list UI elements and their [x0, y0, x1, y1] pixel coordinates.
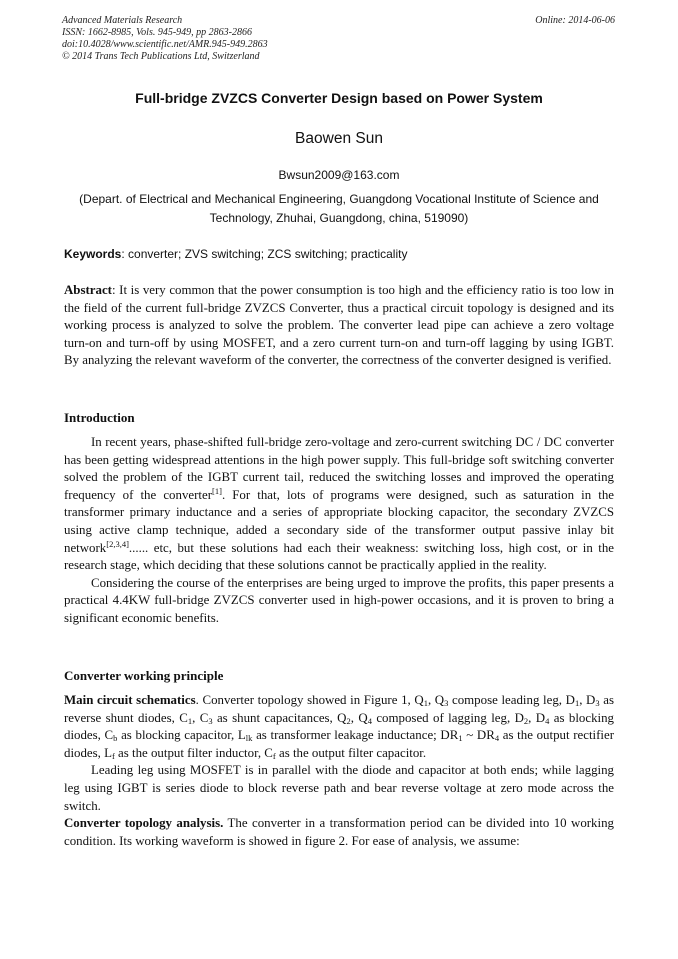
- subscript: lk: [245, 733, 253, 744]
- subscript: f: [111, 750, 115, 761]
- online-date: Online: 2014-06-06: [535, 15, 615, 26]
- main-circuit-paragraph: [64, 692, 614, 762]
- text-run: as transformer leakage inductance; DR: [252, 728, 459, 743]
- text-run: as blocking diodes, C: [64, 710, 614, 743]
- keywords-text: : converter; ZVS switching; ZCS switching; practicality: [121, 247, 408, 261]
- subscript: 1: [187, 715, 193, 726]
- subscript: 1: [574, 698, 580, 708]
- text-run: , Q: [427, 693, 445, 707]
- text-run: as the output filter capacitor.: [275, 745, 427, 760]
- leading-leg-paragraph: Leading leg using MOSFET is in parallel with the diode and capacitor at both ends; while lagging leg using IGBT is series diode to block reverse path and bear reverse voltage at zero mode across the switch.: [64, 763, 614, 813]
- intro-p1-text-c: ...... etc, but these solutions had each their weakness: switching loss, high cost, or in the research stage, which deciding that these solutions cannot be practically applied in the reality.: [64, 540, 614, 573]
- subscript: 4: [545, 715, 550, 726]
- abstract-label: Abstract: [64, 283, 112, 297]
- author-name: Baowen Sun: [295, 130, 383, 147]
- text-run: composed of lagging leg, D: [371, 710, 524, 725]
- text-run: . Converter topology showed in Figure 1, Q: [195, 693, 424, 707]
- text-run: as blocking capacitor, L: [117, 728, 246, 743]
- subscript: 3: [595, 698, 600, 708]
- author-email: Bwsun2009@163.com: [278, 168, 400, 182]
- text-run: ~ DR: [462, 728, 495, 743]
- keywords-line: [64, 247, 614, 261]
- copyright-line: © 2014 Trans Tech Publications Ltd, Switzerland: [62, 51, 260, 62]
- intro-paragraph-1: [64, 434, 614, 575]
- subscript: 4: [367, 715, 372, 726]
- topology-analysis-text: The converter in a transformation period can be divided into 10 working condition. Its working waveform is showed in figure 2. For ease of analysis, we assume:: [64, 816, 614, 848]
- text-run: , D: [579, 693, 596, 707]
- subscript: 2: [523, 715, 529, 726]
- subscript: 2: [346, 715, 351, 726]
- abstract-text: : It is very common that the power consumption is too high and the efficiency ratio is too low in the field of the current full-bridge ZVZCS Converter, thus a practical circuit topology is designed and its working process is analyzed to solve the problem. The converter lead pipe can achieve a zero voltage turn-on and turn-off by using MOSFET, and a zero current turn-on and turn-off lagging by using IGBT. By analyzing the relevant waveform of the converter, the correctness of the converter designed is verified.: [64, 283, 614, 368]
- abstract: [64, 282, 614, 370]
- section-heading-working-principle: Converter working principle: [64, 668, 224, 683]
- issn-line: ISSN: 1662-8985, Vols. 945-949, pp 2863-2866: [62, 27, 252, 38]
- intro-paragraph-2: Considering the course of the enterprises are being urged to improve the profits, this paper presents a practical 4.4KW full-bridge ZVZCS converter used in high-power occasions, and it is proven to bring a significant economic benefits.: [64, 575, 614, 625]
- intro-p1-text-a: In recent years, phase-shifted full-bridge zero-voltage and zero-current switching DC / DC converter has been getting widespread attentions in the high power supply. This full-bridge soft switching converter solved the problem of the IGBT current tail, reduced the switching losses and improved the operating frequency of the converter: [64, 435, 614, 502]
- author-affiliation: (Depart. of Electrical and Mechanical Engineering, Guangdong Vocational Institute of Science and Technology, Zhuhai, Guangdong, china, 519090): [79, 192, 599, 225]
- text-run: compose leading leg, D: [448, 693, 575, 707]
- principle-body: [64, 692, 614, 850]
- intro-p1-text-b: . For that, lots of programs were designed, such as saturation in the transformer primary inductance and a series of appropriate blocking capacitor, the secondary ZVZCS using active clamp technique, added a secondary side of the transformer output passive inlay bit network: [64, 487, 615, 555]
- introduction-body: [64, 434, 614, 628]
- text-run: as shunt capacitances, Q: [212, 710, 347, 725]
- section-heading-introduction: Introduction: [64, 410, 135, 425]
- text-run: , D: [528, 710, 546, 725]
- citation: [2,3,4]: [106, 538, 129, 549]
- journal-header: [62, 15, 268, 63]
- main-circuit-label: Main circuit schematics: [64, 693, 196, 707]
- subscript: f: [272, 750, 276, 761]
- journal-name: Advanced Materials Research: [62, 15, 183, 26]
- keywords-label: Keywords: [64, 247, 122, 261]
- topology-analysis-label: Converter topology analysis.: [64, 816, 224, 831]
- citation: [1]: [212, 485, 222, 496]
- text-run: , Q: [350, 710, 368, 725]
- subscript: 4: [494, 733, 500, 744]
- topology-analysis-paragraph: [64, 815, 614, 850]
- text-run: as the output rectifier diodes, L: [64, 728, 614, 760]
- subscript: 3: [444, 698, 449, 708]
- doi-line: doi:10.4028/www.scientific.net/AMR.945-949.2863: [62, 39, 268, 50]
- subscript: 3: [208, 715, 213, 726]
- text-run: , C: [192, 710, 209, 725]
- paper-title: Full-bridge ZVZCS Converter Design based on Power System: [135, 90, 543, 106]
- subscript: 1: [423, 698, 428, 708]
- subscript: 1: [458, 733, 463, 744]
- text-run: as reverse shunt diodes, C: [64, 693, 614, 725]
- text-run: as the output filter inductor, C: [114, 745, 273, 760]
- subscript: b: [113, 733, 118, 744]
